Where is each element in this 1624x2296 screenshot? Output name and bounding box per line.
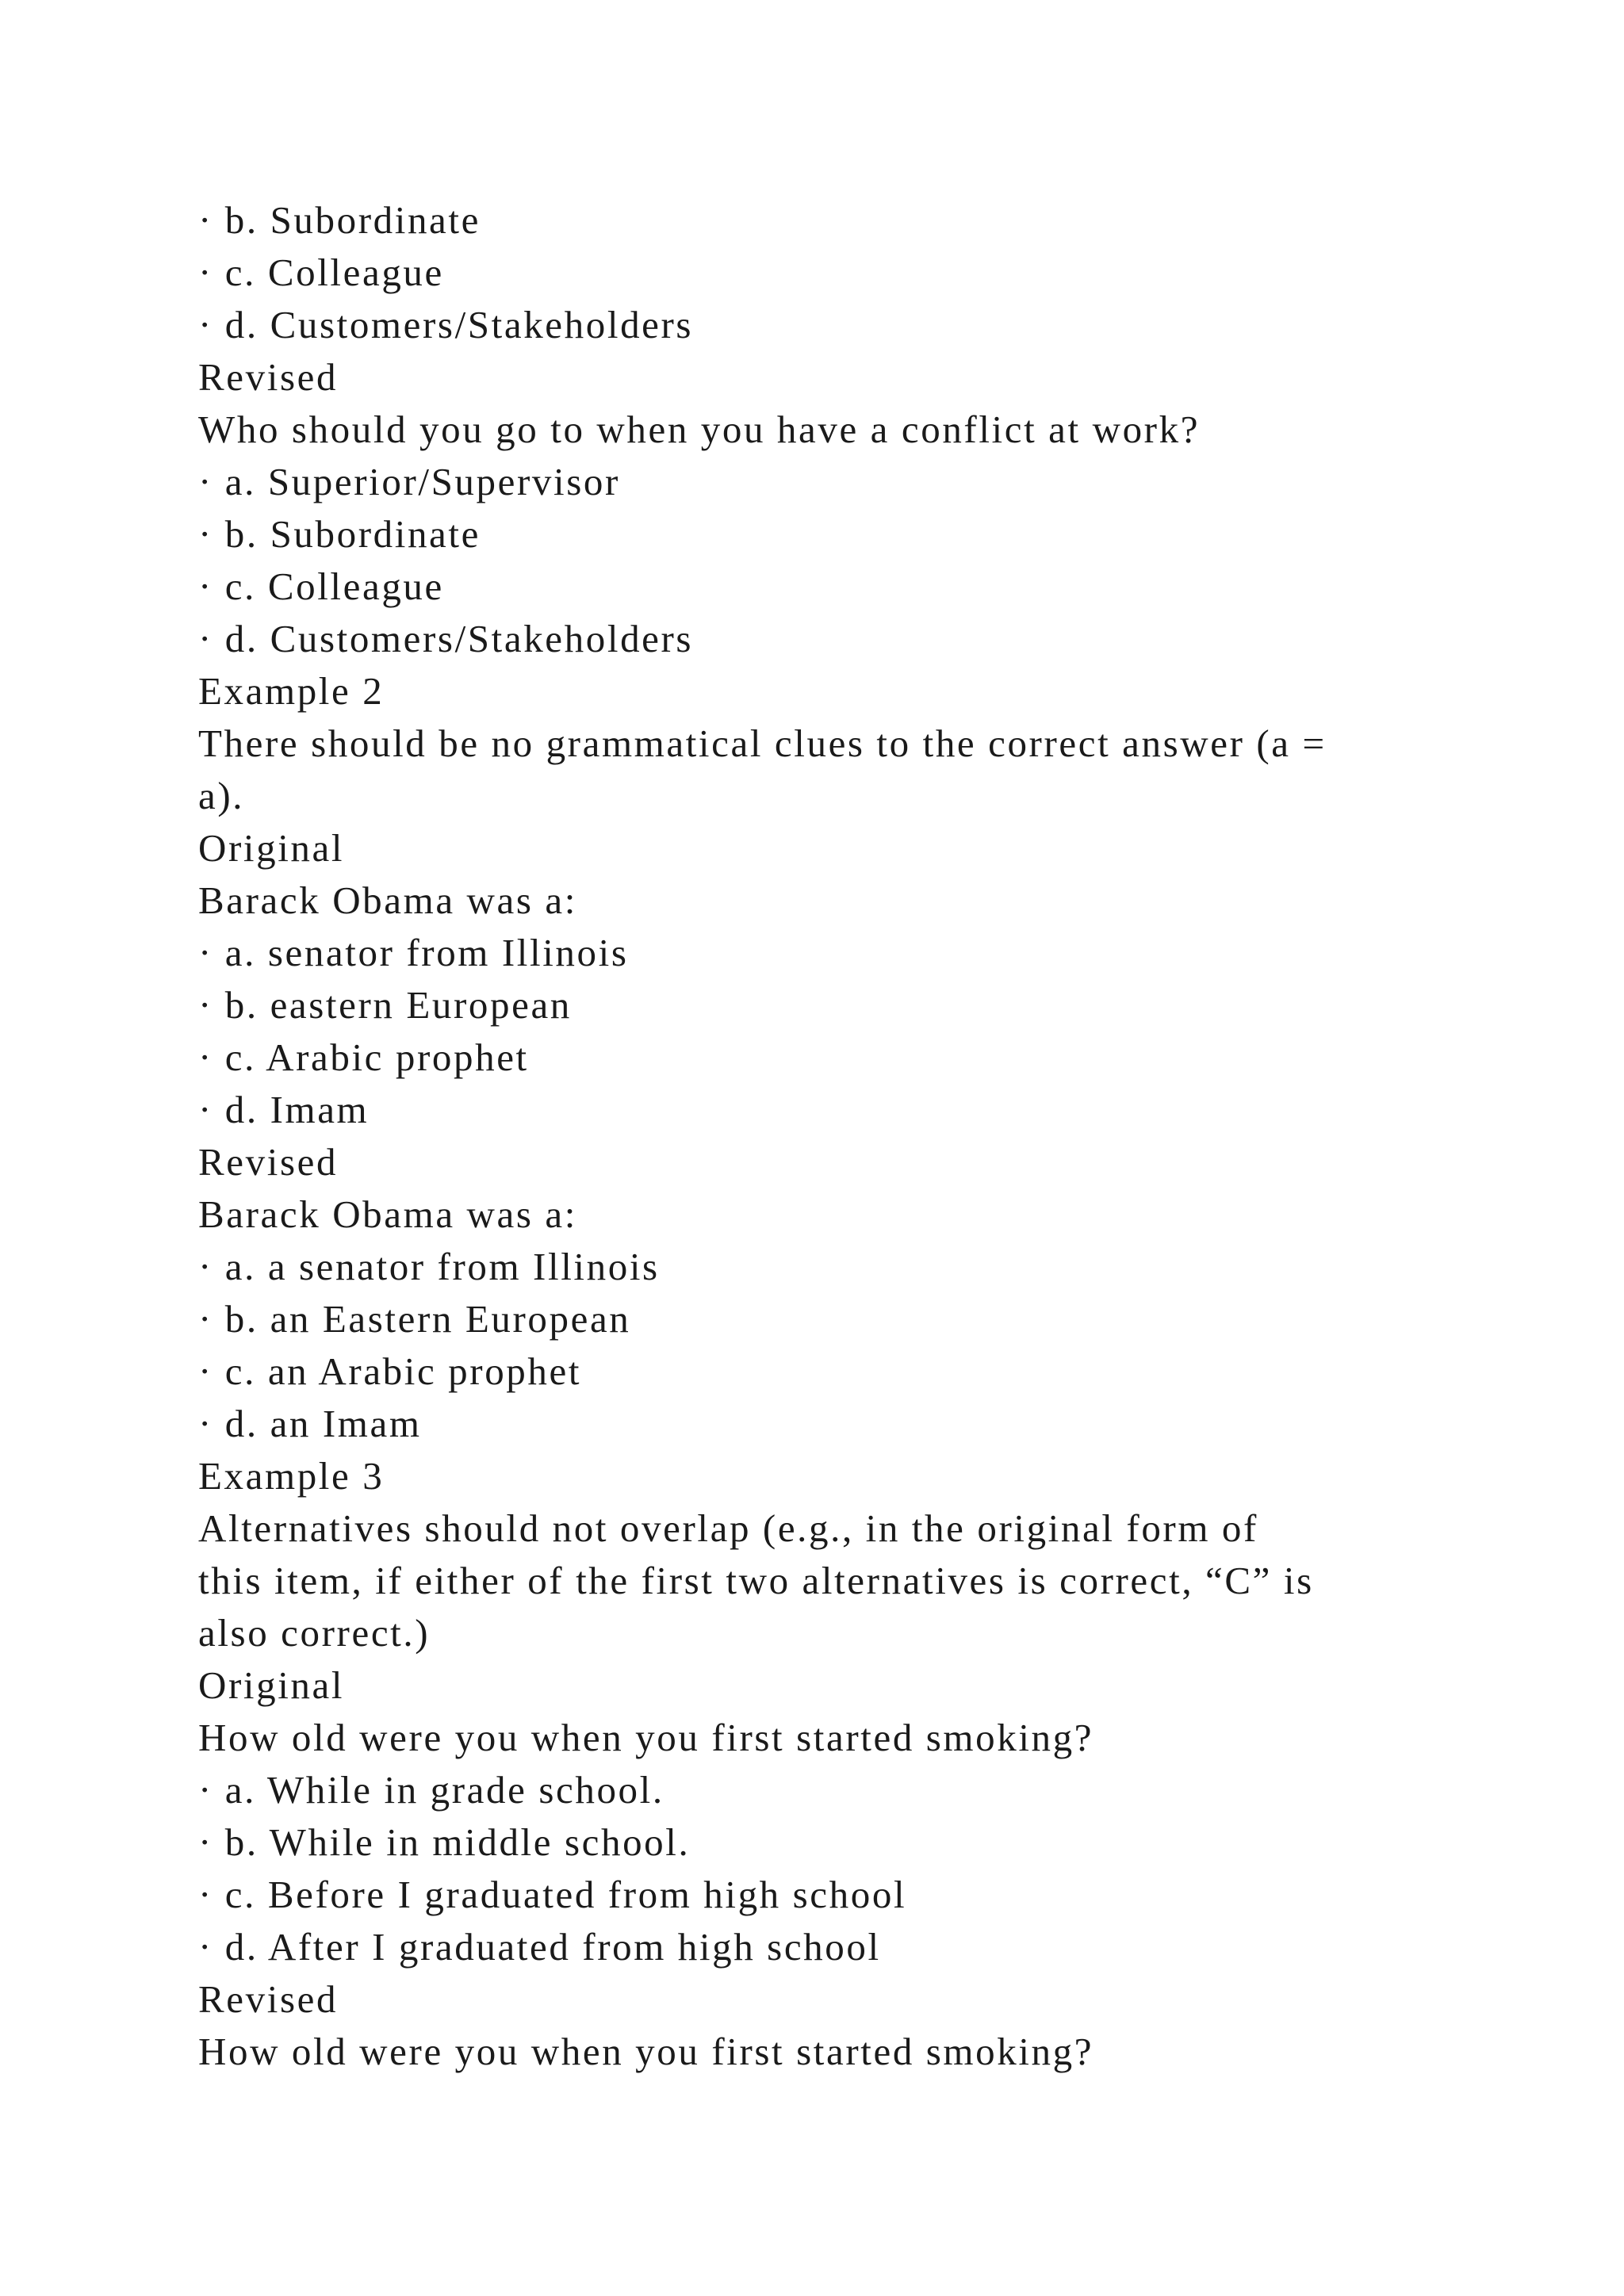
text-line: · d. Customers/Stakeholders — [198, 617, 694, 660]
section-heading: Revised — [198, 1140, 339, 1184]
text-line: · a. a senator from Illinois — [198, 1245, 660, 1288]
text-line: · d. an Imam — [198, 1402, 422, 1445]
section-heading: Example 3 — [198, 1454, 385, 1498]
section-heading: Example 2 — [198, 669, 385, 713]
question-text: Who should you go to when you have a conflict at work? — [198, 408, 1201, 451]
question-text: Barack Obama was a: — [198, 1192, 577, 1236]
text-line: · b. an Eastern European — [198, 1297, 631, 1341]
text-line: · a. While in grade school. — [198, 1768, 665, 1812]
paragraph-line: also correct.) — [198, 1611, 431, 1655]
text-line: · c. Arabic prophet — [198, 1035, 529, 1079]
text-line: · c. an Arabic prophet — [198, 1349, 582, 1393]
text-line: · d. Imam — [198, 1088, 370, 1131]
paragraph-line: a). — [198, 774, 245, 817]
text-line: · c. Colleague — [198, 564, 444, 608]
text-line: · c. Before I graduated from high school — [198, 1873, 907, 1916]
paragraph-line: There should be no grammatical clues to the correct answer (a = — [198, 721, 1327, 765]
section-heading: Original — [198, 826, 345, 870]
text-line: · c. Colleague — [198, 251, 444, 294]
text-line: · a. Superior/Supervisor — [198, 460, 620, 503]
section-heading: Original — [198, 1663, 345, 1707]
text-line: · d. Customers/Stakeholders — [198, 303, 694, 346]
paragraph-line: Alternatives should not overlap (e.g., in the original form of — [198, 1506, 1258, 1550]
text-line: · b. Subordinate — [198, 512, 481, 556]
paragraph-line: this item, if either of the first two alternatives is correct, “C” is — [198, 1559, 1314, 1602]
text-line: · b. While in middle school. — [198, 1820, 691, 1864]
question-text: How old were you when you first started smoking? — [198, 1716, 1094, 1759]
document-text — [198, 194, 1443, 2078]
text-line: · a. senator from Illinois — [198, 931, 629, 974]
text-line: · b. eastern European — [198, 983, 572, 1027]
question-text: How old were you when you first started smoking? — [198, 2030, 1094, 2073]
section-heading: Revised — [198, 1977, 339, 2021]
text-line: · b. Subordinate — [198, 198, 481, 242]
question-text: Barack Obama was a: — [198, 878, 577, 922]
text-line: · d. After I graduated from high school — [198, 1925, 881, 1969]
section-heading: Revised — [198, 355, 339, 399]
